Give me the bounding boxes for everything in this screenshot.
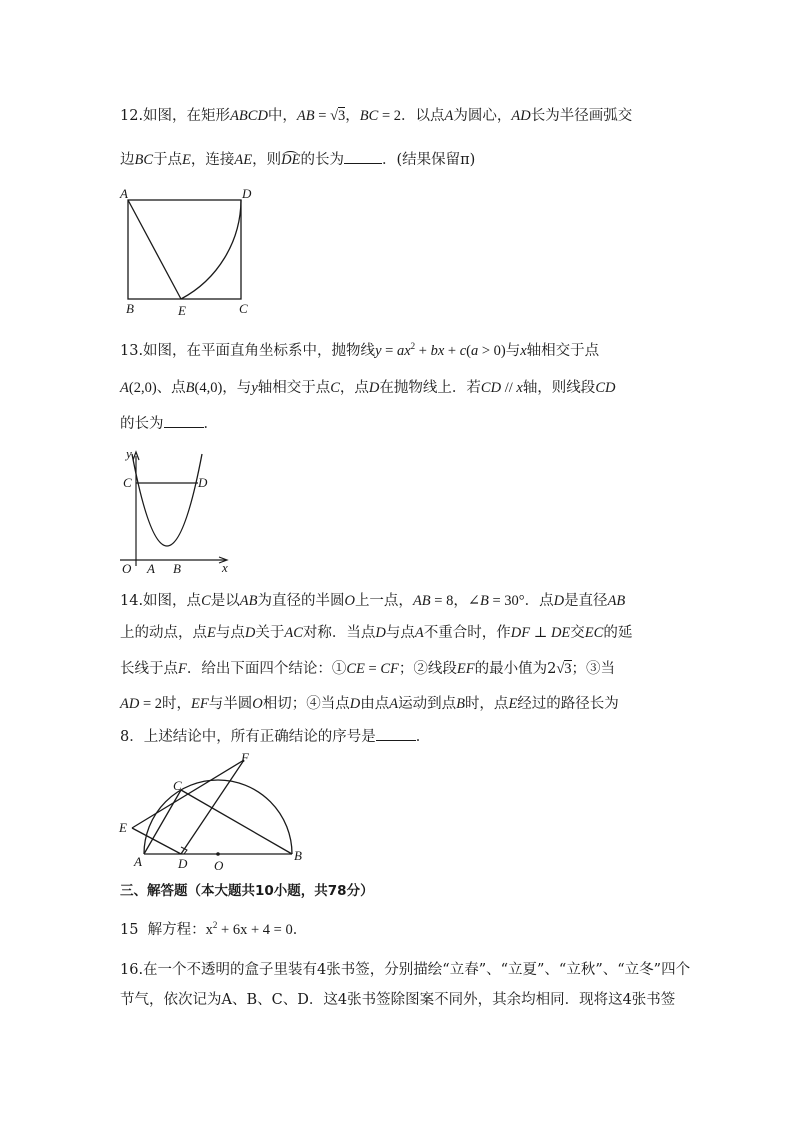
label-A: A <box>134 854 142 869</box>
q14-line2: 上的动点，点E与点D关于AC对称．当点D与点A不重合时，作DF ⊥ DE交EC的延 <box>120 625 633 641</box>
label-E: E <box>119 820 127 835</box>
label-D: D <box>178 856 188 871</box>
q12-line1: 12.如图，在矩形ABCD中，AB = √3，BC = 2．以点A为圆心，AD长为半径画弧交 <box>120 108 633 124</box>
label-C: C <box>123 475 132 490</box>
q14-line4: AD = 2时，EF与半圆O相切；④当点D由点A运动到点B时，点E经过的路径长为 <box>120 696 619 712</box>
q14-line3: 长线于点F．给出下面四个结论：①CE = CF；②线段EF的最小值为2√3；③当 <box>120 661 616 677</box>
q13-line3: 的长为 ． <box>120 416 218 432</box>
label-E: E <box>178 303 186 318</box>
q12-figure <box>118 182 258 318</box>
sqrt-sign: √ <box>330 108 339 124</box>
q14-line1: 14.如图，点C是以AB为直径的半圆O上一点，AB = 8，∠B = 30°．点D是直径AB <box>120 593 626 609</box>
answer-blank <box>164 415 204 428</box>
label-x: x <box>222 560 228 575</box>
q12-line2: 边BC于点E，连接AE，则DE的长为 ．(结果保留π) <box>120 152 476 168</box>
label-y: y <box>126 446 132 461</box>
q16-line1: 16.在一个不透明的盒子里装有4张书签，分别描绘“立春”、“立夏”、“立秋”、“立冬”四个 <box>120 962 691 978</box>
q16-line2: 节气，依次记为A、B、C、D．这4张书签除图案不同外，其余均相同．现将这4张书签 <box>120 992 676 1008</box>
q13-line1: 13.如图，在平面直角坐标系中，抛物线$y = ax^2$ + bx + c(a > 0)与x轴相交于点 <box>120 341 600 359</box>
answer-blank <box>376 728 416 741</box>
q13-line2: A(2,0)、点B(4,0)，与y轴相交于点C，点D在抛物线上．若CD // x轴，则线段CD <box>120 380 616 396</box>
section-heading: 三、解答题（本大题共10小题，共78分） <box>120 883 374 899</box>
label-F: F <box>241 750 249 765</box>
q13-figure <box>118 448 238 576</box>
q14-figure <box>115 752 315 877</box>
arc-DE: DE <box>281 152 301 168</box>
label-B: B <box>294 848 302 863</box>
label-A: A <box>147 561 155 576</box>
q14-line5: 8．上述结论中，所有正确结论的序号是 ． <box>120 729 431 745</box>
label-O: O <box>214 858 224 873</box>
label-C: C <box>239 301 248 316</box>
label-A: A <box>120 186 128 201</box>
label-D: D <box>198 475 208 490</box>
answer-blank <box>344 151 382 164</box>
label-D: D <box>242 186 252 201</box>
q15-line: 15 解方程：$x^2 + 6x + 4 = 0$． <box>120 920 308 938</box>
sqrt-sign: √ <box>556 661 565 677</box>
label-O: O <box>122 561 132 576</box>
label-C: C <box>173 778 182 793</box>
label-B: B <box>126 301 134 316</box>
label-B: B <box>173 561 181 576</box>
